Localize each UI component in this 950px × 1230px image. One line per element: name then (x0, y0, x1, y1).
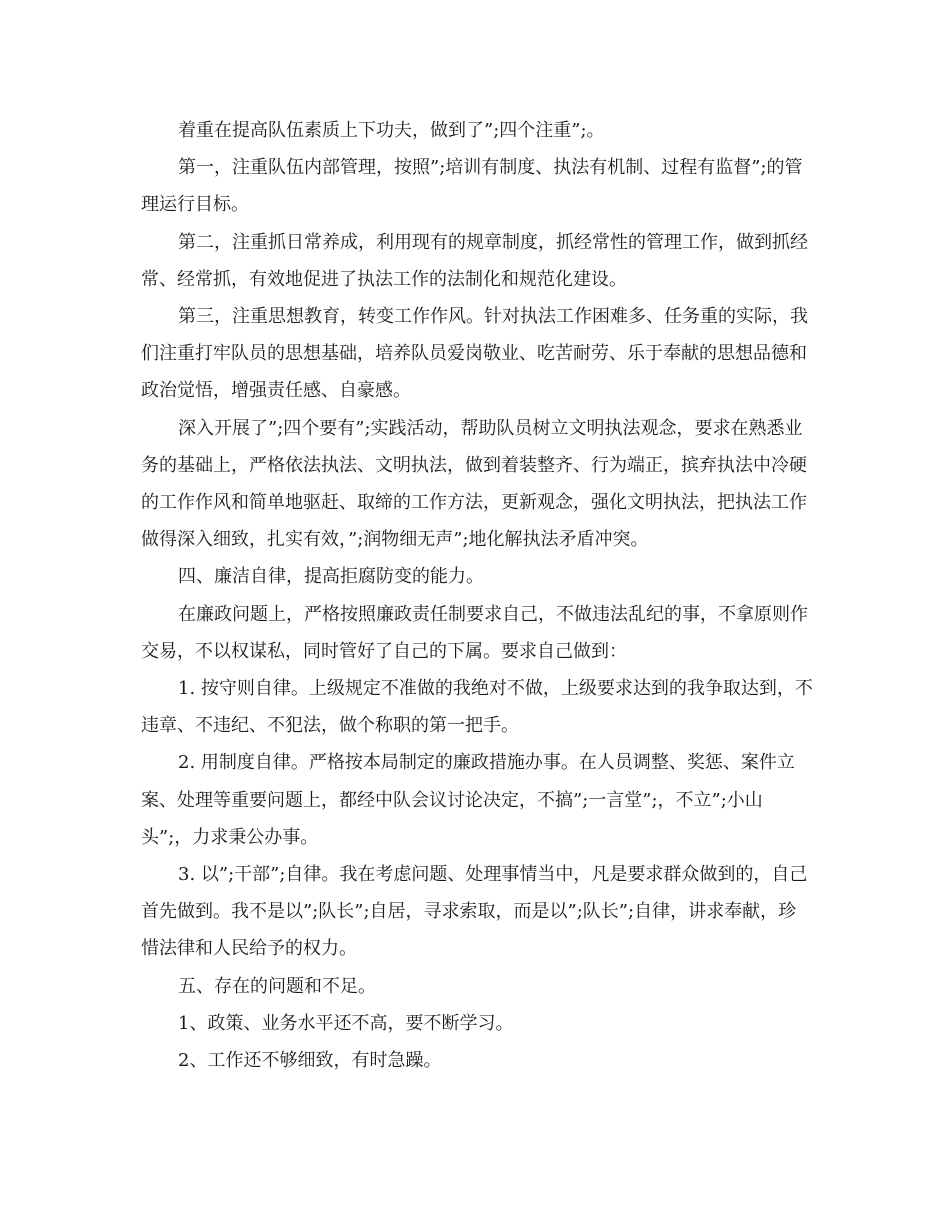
numbered-item: 2. 用制度自律。严格按本局制定的廉政措施办事。在人员调整、奖惩、案件立案、处理等重要问题上，都经中队会议讨论决定，不搞”;一言堂”;，不立”;小山头”;，力求秉公办事。 (141, 752, 795, 848)
numbered-item: 1、政策、业务水平还不高，要不断学习。 (178, 1012, 514, 1034)
numbered-item: 1. 按守则自律。上级规定不准做的我绝对不做，上级要求达到的我争取达到，不违章、不违纪、不犯法，做个称职的第一把手。 (141, 678, 813, 737)
section-heading: 五、存在的问题和不足。 (178, 975, 376, 997)
paragraph: 着重在提高队伍素质上下功夫，做到了”;四个注重”;。 (178, 120, 605, 141)
paragraph: 第一，注重队伍内部管理，按照”;培训有制度、执法有机制、过程有监督”;的管理运行目标。 (141, 157, 803, 216)
numbered-item: 2、工作还不够细致，有时急躁。 (178, 1050, 442, 1072)
paragraph: 第三，注重思想教育，转变工作作风。针对执法工作困难多、任务重的实际，我们注重打牢队员的思想基础，培养队员爱岗敬业、吃苦耐劳、乐于奉献的思想品德和政治觉悟，增强责任感、自豪感。 (141, 306, 808, 402)
numbered-item: 3. 以”;干部”;自律。我在考虑问题、处理事情当中，凡是要求群众做到的，自己首先做到。我不是以”;队长”;自居，寻求索取，而是以”;队长”;自律，讲求奉献，珍惜法律和人民给予的权力。 (141, 864, 808, 960)
paragraph: 第二，注重抓日常养成，利用现有的规章制度，抓经常性的管理工作，做到抓经常、经常抓，有效地促进了执法工作的法制化和规范化建设。 (141, 231, 808, 290)
paragraph: 在廉政问题上，严格按照廉政责任制要求自己，不做违法乱纪的事，不拿原则作交易，不以权谋私，同时管好了自己的下属。要求自己做到： (141, 603, 808, 662)
document-body (141, 112, 813, 1079)
paragraph: 深入开展了”;四个要有”;实践活动，帮助队员树立文明执法观念，要求在熟悉业务的基础上，严格依法执法、文明执法，做到着装整齐、行为端正，摈弃执法中冷硬的工作作风和简单地驱赶、取缔的工作方法，更新观念，强化文明执法，把执法工作做得深入细致，扎实有效，”;润物细无声”;地化解执法矛盾冲突。 (141, 417, 807, 551)
section-heading: 四、廉洁自律，提高拒腐防变的能力。 (178, 566, 484, 588)
